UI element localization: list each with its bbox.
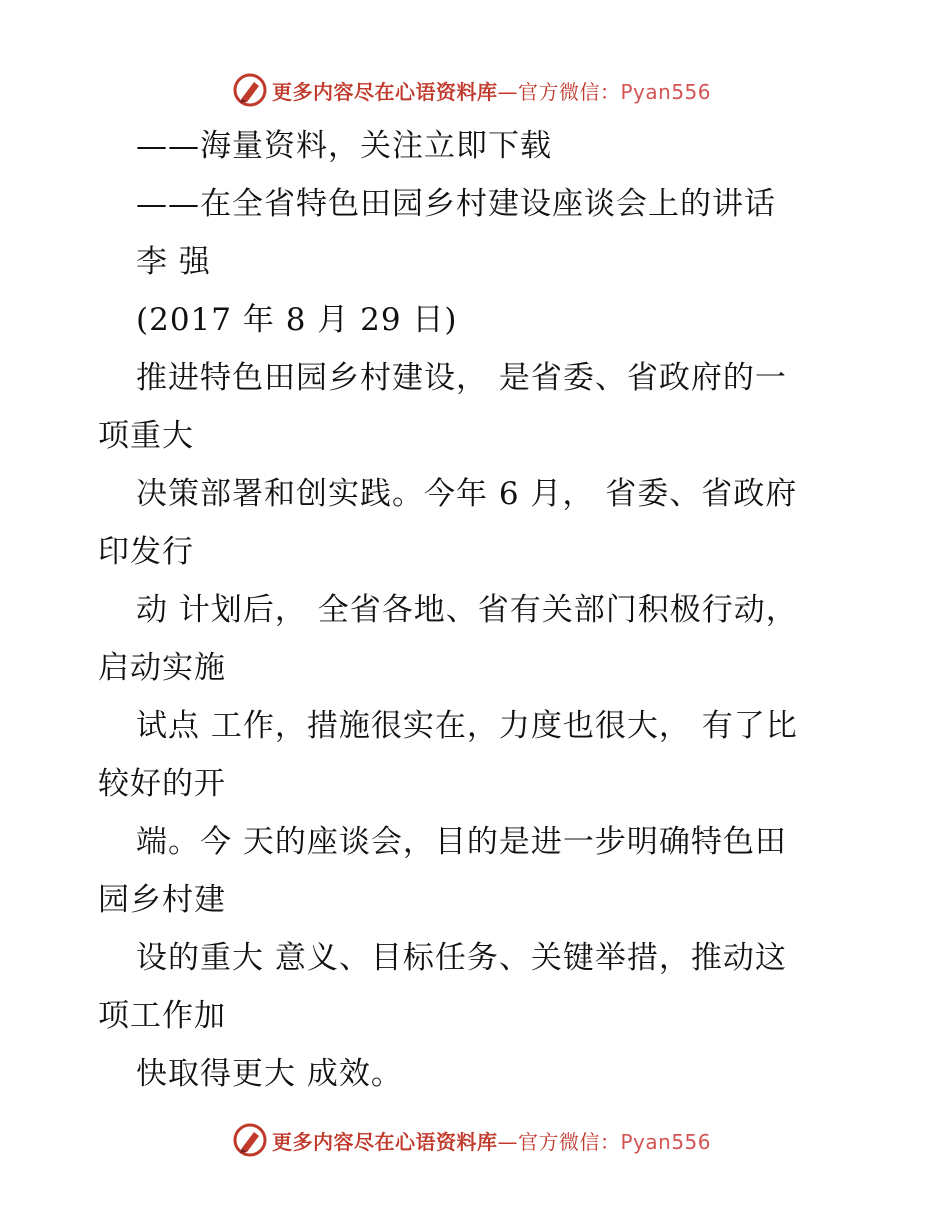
banner-dash: — bbox=[497, 1129, 518, 1154]
footer-banner-text bbox=[272, 1126, 711, 1155]
header-banner bbox=[232, 70, 711, 110]
pen-logo-icon bbox=[232, 1122, 268, 1158]
footer-banner bbox=[232, 1120, 711, 1160]
paragraph-line: 项重大 bbox=[98, 418, 194, 454]
banner-dash: — bbox=[497, 79, 518, 104]
date-line: (2017 年 8 月 29 日) bbox=[136, 302, 458, 338]
subtitle-line-2: ——在全省特色田园乡村建设座谈会上的讲话 bbox=[136, 186, 776, 222]
banner-label: 官方微信： bbox=[518, 79, 621, 104]
paragraph-line: 试点 工作，措施很实在，力度也很大， 有了比 bbox=[136, 708, 798, 744]
paragraph-line: 较好的开 bbox=[98, 766, 226, 802]
author-line: 李 强 bbox=[136, 244, 211, 280]
paragraph-line: 启动实施 bbox=[98, 650, 226, 686]
banner-handle: Pyan556 bbox=[620, 79, 712, 104]
paragraph-line: 设的重大 意义、目标任务、关键举措，推动这 bbox=[136, 940, 787, 976]
paragraph-line: 项工作加 bbox=[98, 998, 226, 1034]
header-banner-text bbox=[272, 76, 711, 105]
subtitle-line-1: ——海量资料，关注立即下载 bbox=[136, 128, 552, 164]
paragraph-line: 快取得更大 成效。 bbox=[136, 1056, 403, 1092]
pen-logo-icon bbox=[232, 72, 268, 108]
paragraph-line: 决策部署和创实践。今年 6 月， 省委、省政府 bbox=[136, 476, 798, 512]
paragraph-line: 印发行 bbox=[98, 534, 194, 570]
banner-handle: Pyan556 bbox=[620, 1129, 712, 1154]
paragraph-line: 园乡村建 bbox=[98, 882, 226, 918]
paragraph-line: 端。今 天的座谈会，目的是进一步明确特色田 bbox=[136, 824, 787, 860]
banner-label: 官方微信： bbox=[518, 1129, 621, 1154]
banner-main-text: 更多内容尽在心语资料库 bbox=[272, 79, 498, 104]
banner-main-text: 更多内容尽在心语资料库 bbox=[272, 1129, 498, 1154]
paragraph-line: 推进特色田园乡村建设， 是省委、省政府的一 bbox=[136, 360, 787, 396]
paragraph-line: 动 计划后， 全省各地、省有关部门积极行动， bbox=[136, 592, 798, 628]
